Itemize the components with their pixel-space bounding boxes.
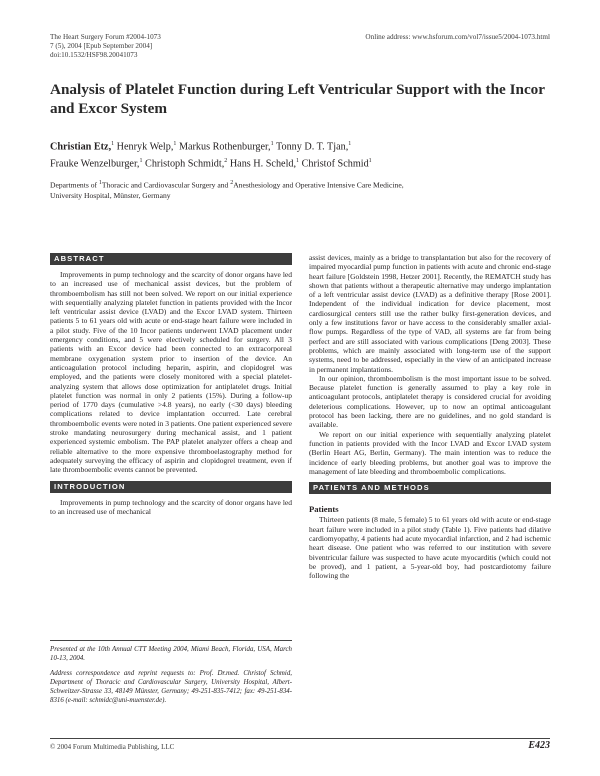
author-name: Christoph Schmidt, (145, 158, 225, 170)
body-paragraph: assist devices, mainly as a bridge to transplantation but also for the recovery of impaired myocardial pump function in patients with acute and chronic end-stage heart failure [Goldstein 1998, Hetzer 2001]. Recently, the REMATCH study has shown that patients without a therapeutic alternative may undergo implantation of a left ventricular assist device (LVAD) as a definitive therapy [Rose 2001]. Independent of the individual indication for device placement, most cardiosurgical centers still use the rather bulky first-generation devices, and only a few institutions favor or have access to the considerably smaller axial-flow pumps. Regardless of the type of VAD, all systems are far from being perfect and are still associated with various complications [Deng 2003]. These problems, which are mainly associated with long-term use of the support systems, need to be addressed, especially in the view of an anticipated increase in permanent implantations. (309, 253, 551, 374)
affiliation-marker: 1 (111, 141, 115, 147)
right-column (309, 253, 551, 581)
page-number: E423 (528, 740, 550, 751)
copyright: © 2004 Forum Multimedia Publishing, LLC (50, 743, 175, 751)
journal-issue: 7 (5), 2004 [Epub September 2004] (50, 42, 153, 50)
affiliation-marker: 1 (270, 141, 274, 147)
affiliation-marker: 2 (230, 180, 234, 186)
footer-rule (50, 738, 550, 739)
patients-methods-heading: PATIENTS AND METHODS (309, 482, 551, 494)
affiliation-marker: 1 (139, 158, 143, 165)
abstract-heading: ABSTRACT (50, 253, 292, 265)
affiliation-marker: 1 (348, 141, 352, 147)
affiliation-marker: 1 (173, 141, 177, 147)
running-header (50, 33, 270, 60)
affiliation-text: University Hospital, Münster, Germany (50, 191, 171, 201)
patients-subheading: Patients (309, 504, 339, 515)
footnote-correspondence: Address correspondence and reprint requests to: Prof. Dr.med. Christof Schmid, Department of Thoracic and Cardiovascular Surgery, University Hospital, Albert-Schweitzer-Strasse 33, 48149 Münster, Germany; 49-251-835-7412; fax: 49-251-834-8316 (e-mail: schmidc@uni-muenster.de). (50, 670, 292, 704)
affiliation-marker: 1 (296, 158, 300, 165)
affiliation-text: Anesthesiology and Operative Intensive Care Medicine, (233, 180, 404, 190)
author-name: Frauke Wenzelburger, (50, 158, 140, 170)
author-name: Christof Schmid (301, 158, 369, 170)
doi: doi:10.1532/HSF98.20041073 (50, 51, 138, 59)
footnote-presented: Presented at the 10th Annual CTT Meeting 2004, Miami Beach, Florida, USA, March 10-13, 2004. (50, 646, 292, 662)
body-paragraph: In our opinion, thromboembolism is the most important issue to be solved. Because platelet function is generally assumed to play a key role in anticoagulant protocols, antiplatelet therapy is considered crucial for avoiding deleterious complications. However, up to now an optimal anticoagulant protocol has been lacking, there are no guidelines, and no gold standard is available. (309, 373, 551, 430)
footnote-rule (50, 640, 292, 641)
article-title: Analysis of Platelet Function during Left Ventricular Support with the Incor and Excor System (50, 81, 545, 117)
body-paragraph: Thirteen patients (8 male, 5 female) 5 to 61 years old with acute or end-stage heart failure were included in a pilot study (Table 1). Five patients had dilative cardiomyopathy, 4 patients had acute myocardial infarction, and 2 had ischemic heart disease. One patient who was referred to our institution with severe biventricular failure was suspected to have acute myocarditis (which could not be proved), and 1 patient, a 5-year-old boy, had postcardiotomy failure following the (309, 515, 551, 581)
body-paragraph: We report on our initial experience with sequentially analyzing platelet function in patients provided with the Incor LVAD and Excor LVAD system (Berlin Heart AG, Berlin, Germany). The main intention was to reduce the incidence of early bleeding problems, but another goal was to improve the management of late bleeding and thromboembolic complications. (309, 429, 551, 476)
author-name: Henryk Welp, (116, 141, 174, 153)
online-address[interactable]: Online address: www.hsforum.com/vol7/issue5/2004-1073.html (365, 33, 550, 41)
introduction-heading: INTRODUCTION (50, 481, 292, 493)
author-name: Markus Rothenburger, (178, 141, 271, 153)
abstract-paragraph: Improvements in pump technology and the scarcity of donor organs have led to an increased use of mechanical assist devices, but the problem of thromboembolism has still not been solved. We report on our initial experience with sequentially analyzing platelet function in patients provided with the Incor left ventricular assist device (LVAD) and the Excor LVAD system. Thirteen patients 5 to 61 years old with acute or end-stage heart failure were included in a pilot study. Five of the 10 Incor patients underwent LVAD placement under emergency conditions, and 5 were electively scheduled for surgery. All 3 patients with an Excor device had been connected to an extracorporeal membrane oxygenation system prior to insertion of the device. An anticoagulation protocol including heparin, aspirin, and clopidogrel was employed, and the patients were closely monitored with a special platelet-analyzing system that allows dose optimization for antiplatelet drugs. Initial platelet function was normal in only 2 patients (15%). During a follow-up period of 1770 days (cumulative >4.8 years), no early (<30 days) bleeding complications related to device implantation occurred. Late cerebral thromboembolic events were noted in 3 patients. One patient experienced severe stroke mandating neurosurgery during mechanical assist, and 1 patient experienced systemic embolism. The PAP platelet analyzer offers a cheap and reliable alternative to the more expensive thromboelastography method for adequately surveying the efficacy of aspirin and clopidogrel treatment, even if late thromboembolic events cannot be prevented. (50, 270, 292, 475)
affiliation-marker: 2 (224, 158, 228, 165)
affiliation-marker: 1 (98, 180, 102, 186)
author-name: Tonny D. T. Tjan, (275, 141, 349, 153)
left-column (50, 253, 292, 516)
affiliation (50, 178, 550, 202)
affiliation-text: Departments of (50, 180, 99, 190)
journal-citation: The Heart Surgery Forum #2004-1073 (50, 33, 161, 41)
author-name: Hans H. Scheld, (229, 158, 297, 170)
affiliation-text: Thoracic and Cardiovascular Surgery and (101, 180, 231, 190)
introduction-paragraph: Improvements in pump technology and the scarcity of donor organs have led to an increased use of mechanical (50, 497, 292, 516)
author-name: Christian Etz, (50, 141, 112, 153)
author-list (50, 137, 550, 172)
affiliation-marker: 1 (368, 158, 372, 165)
